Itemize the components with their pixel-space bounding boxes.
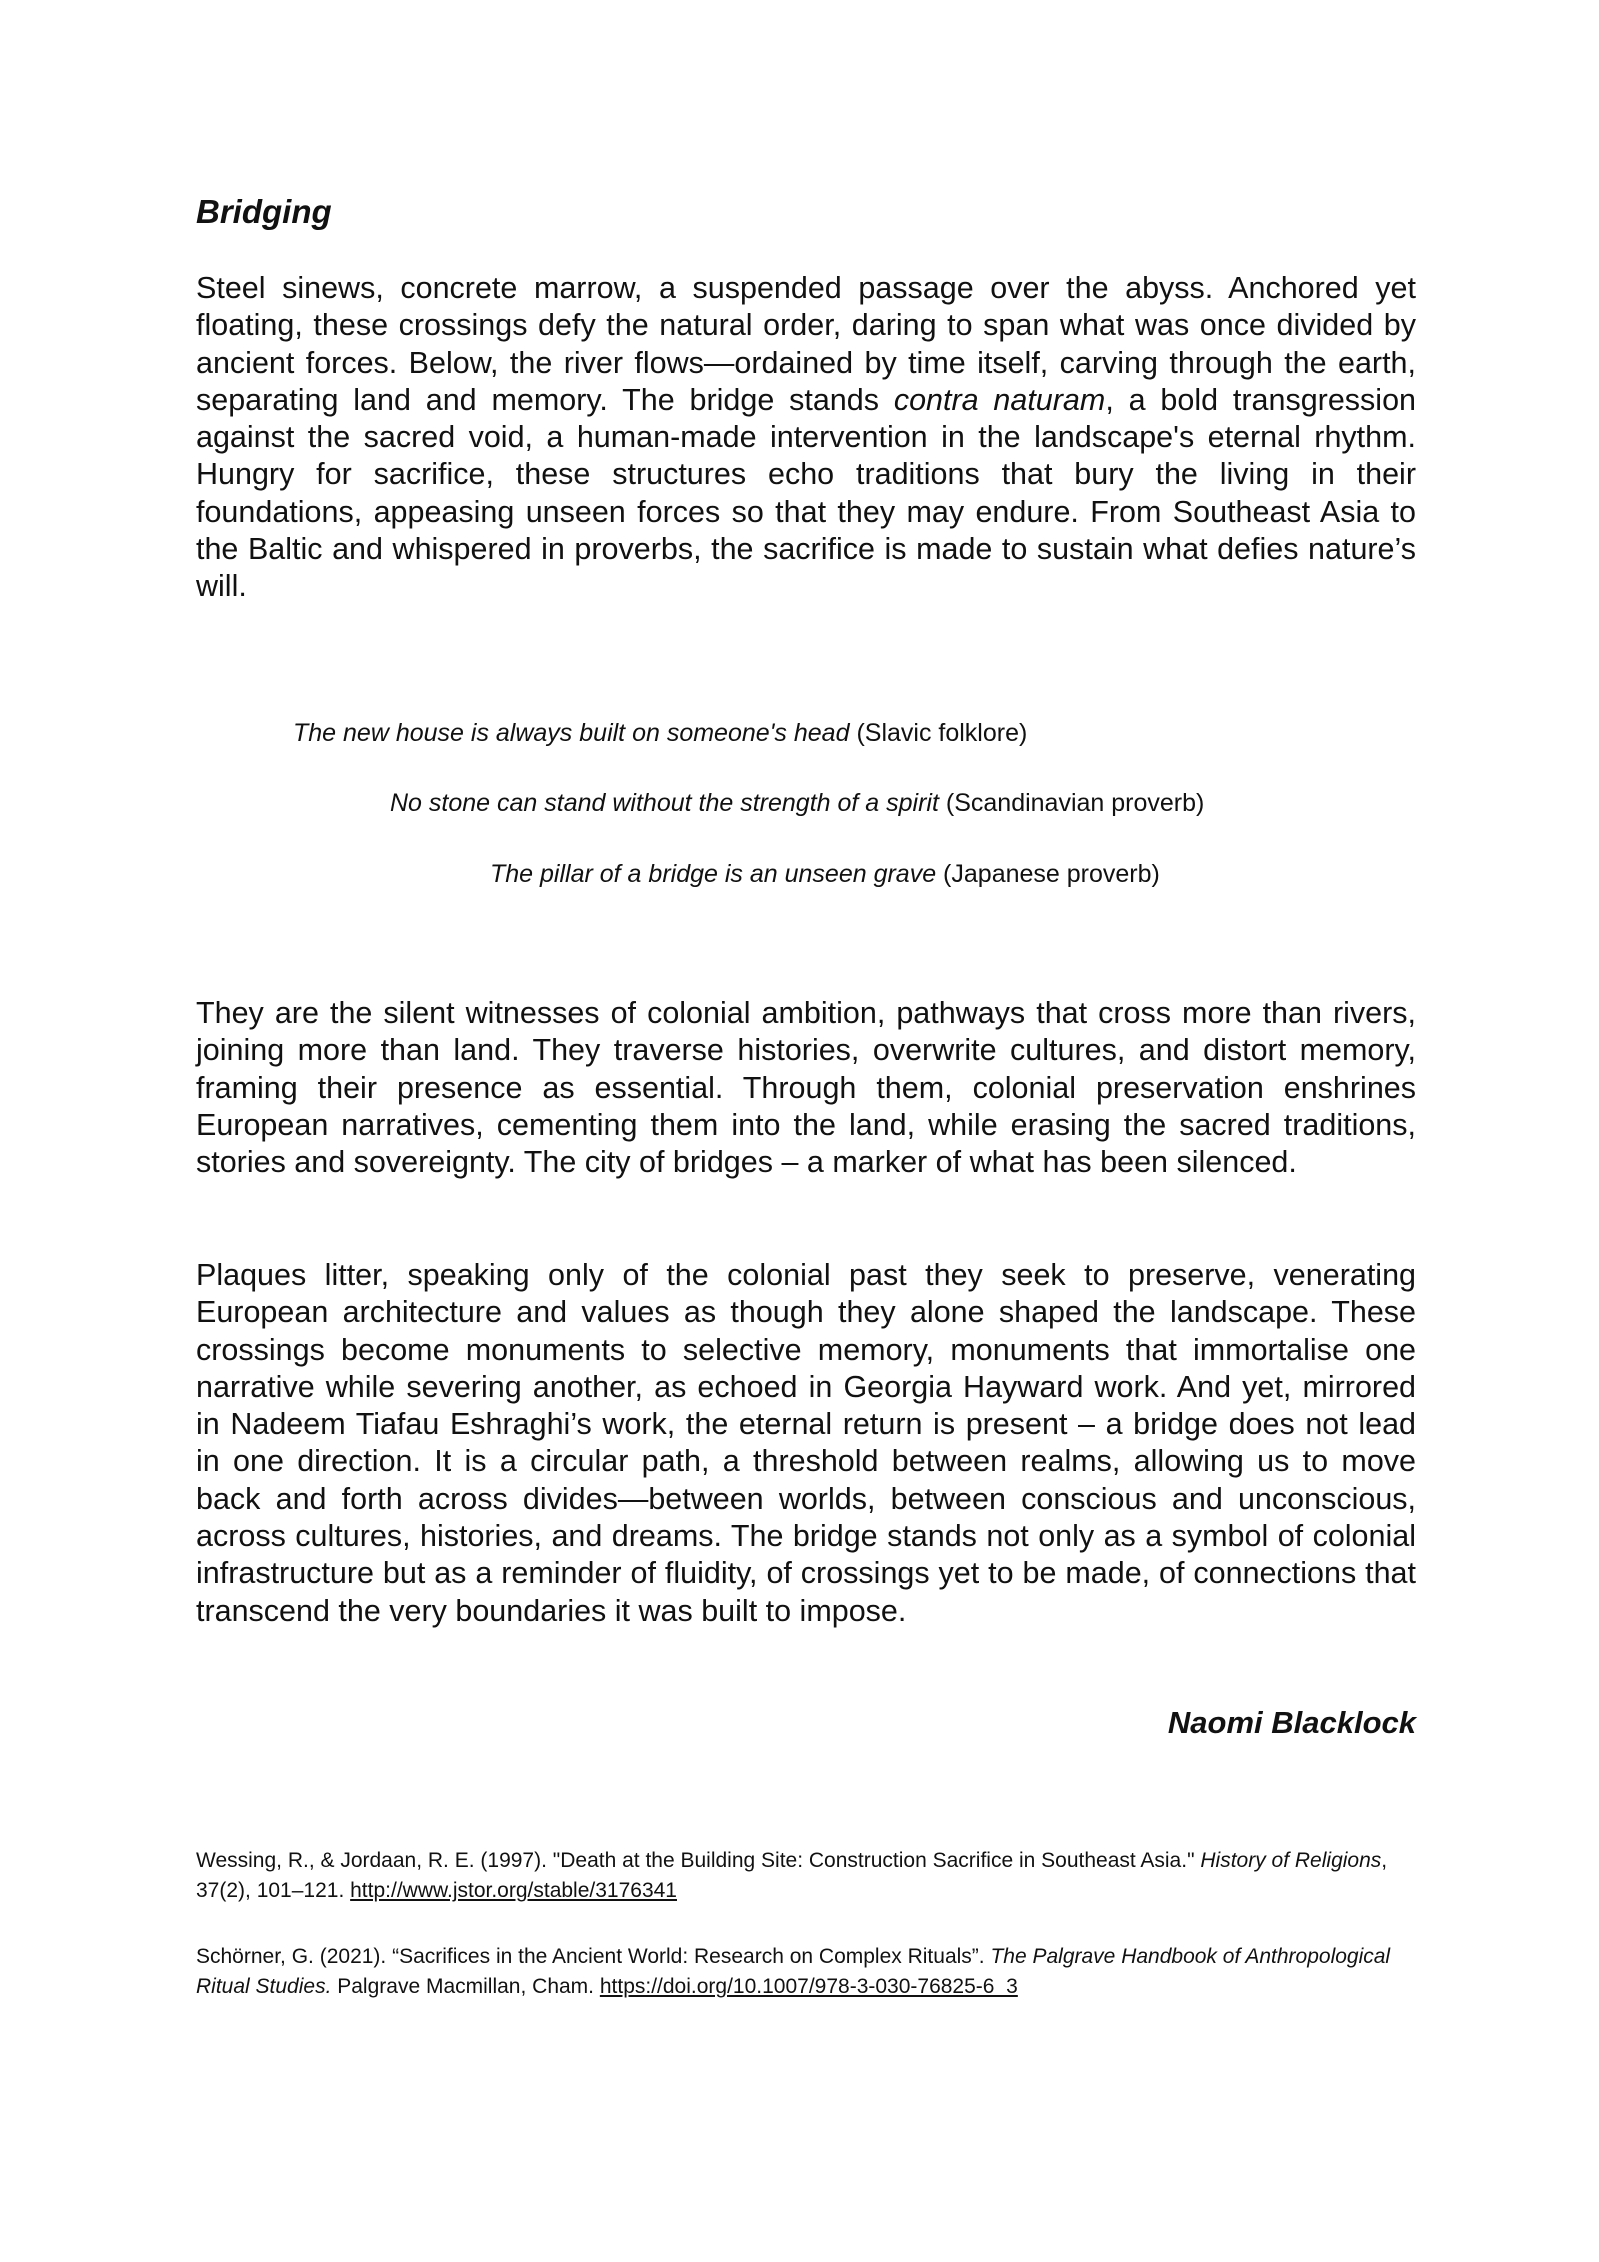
quote-scandinavian [390, 786, 1204, 820]
quote-text: No stone can stand without the strength of a spirit [390, 789, 939, 817]
paragraph-plaques: Plaques litter, speaking only of the colonial past they seek to preserve, venerating European architecture and values as though they alone shaped the landscape. These crossings become monuments to selective memory, monuments that immortalise one narrative while severing another, as echoed in Georgia Hayward work. And yet, mirrored in Nadeem Tiafau Eshraghi’s work, the eternal return is present – a bridge does not lead in one direction. It is a circular path, a threshold between realms, allowing us to move back and forth across divides—between worlds, between conscious and unconscious, across cultures, histories, and dreams. The bridge stands not only as a symbol of colonial infrastructure but as a reminder of fluidity, of crossings yet to be made, of connections that transcend the very boundaries it was built to impose. [196, 1258, 1416, 1628]
reference-details: Palgrave Macmillan, Cham. [331, 1975, 600, 1998]
latin-phrase: contra naturam [893, 382, 1106, 417]
quote-text: The pillar of a bridge is an unseen grave [490, 860, 937, 888]
paragraph-intro [196, 270, 1416, 606]
reference-details: , 37(2), 101–121. [196, 1849, 1388, 1902]
quote-slavic [293, 716, 1027, 750]
paragraph-colonial: They are the silent witnesses of colonial ambition, pathways that cross more than rivers, joining more than land. They traverse histories, overwrite cultures, and distort memory, framing their presence as essential. Through them, colonial preservation enshrines European narratives, cementing them into the land, while erasing the sacred traditions, stories and sovereignty. The city of bridges – a marker of what has been silenced. [196, 996, 1416, 1180]
reference-book: The Palgrave Handbook of Anthropological Ritual Studies. [196, 1945, 1391, 1998]
quote-japanese [490, 857, 1160, 891]
reference-link[interactable]: https://doi.org/10.1007/978-3-030-76825-6_3 [599, 1975, 1018, 1998]
reference-journal: History of Religions [1200, 1849, 1382, 1872]
reference-text: Schörner, G. (2021). “Sacrifices in the Ancient World: Research on Complex Rituals”. [196, 1945, 991, 1968]
quote-source: (Japanese proverb) [936, 860, 1160, 888]
reference-link[interactable]: http://www.jstor.org/stable/3176341 [350, 1879, 677, 1902]
reference-schorner [196, 1942, 1418, 2002]
quote-source: (Slavic folklore) [849, 719, 1028, 747]
quote-text: The new house is always built on someone's head [293, 719, 850, 747]
author-signature: Naomi Blacklock [1167, 1705, 1416, 1740]
essay-title: Bridging [196, 193, 332, 230]
reference-wessing [196, 1846, 1418, 1906]
paragraph-intro-text-end: , a bold transgression against the sacred void, a human-made intervention in the landscape's eternal rhythm. Hungry for sacrifice, these structures echo traditions that bury the living in their foundations, appeasing unseen forces so that they may endure. From Southeast Asia to the Baltic and whispered in proverbs, the sacrifice is made to sustain what defies nature’s will. [196, 382, 1416, 604]
paragraph-intro-text-start: Steel sinews, concrete marrow, a suspended passage over the abyss. Anchored yet floating, these crossings defy the natural order, daring to span what was once divided by ancient forces. Below, the river flows—ordained by time itself, carving through the earth, separating land and memory. The bridge stands [196, 271, 1416, 417]
quote-source: (Scandinavian proverb) [938, 789, 1205, 817]
reference-text: Wessing, R., & Jordaan, R. E. (1997). "Death at the Building Site: Construction Sacrifice in Southeast Asia." [196, 1849, 1201, 1872]
